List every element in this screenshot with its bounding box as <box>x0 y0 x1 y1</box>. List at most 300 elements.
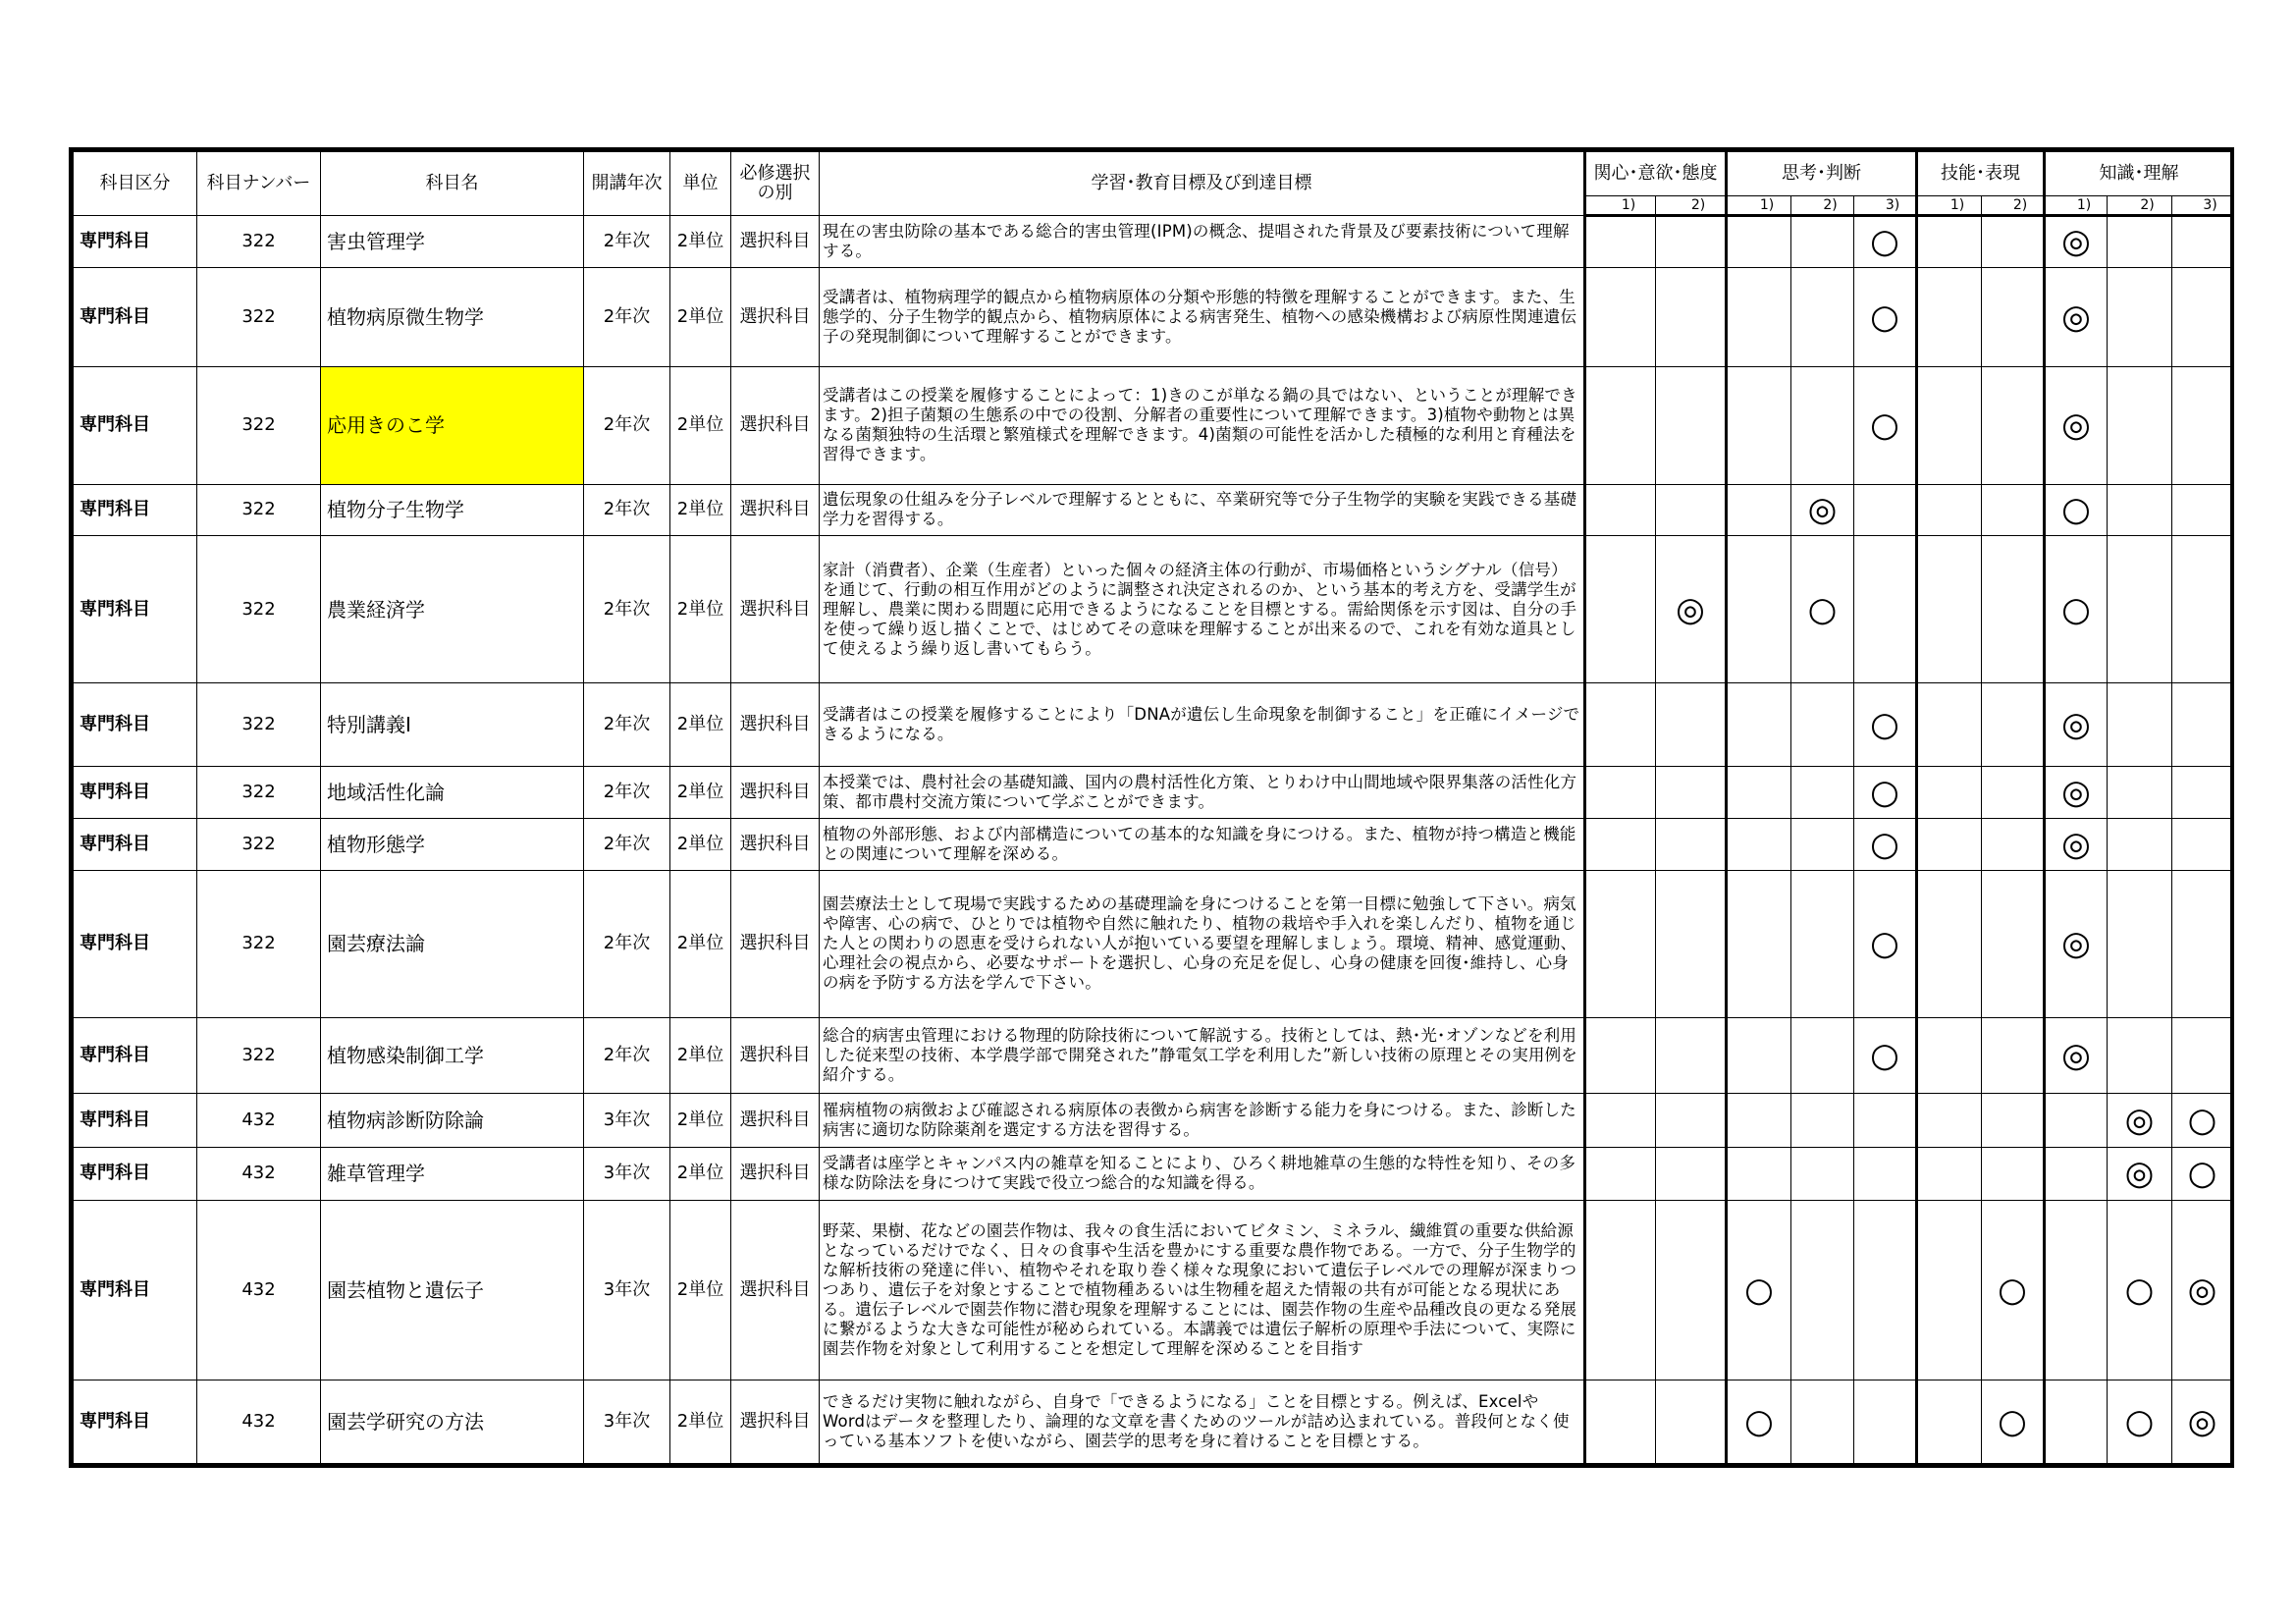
evaluation-mark-cell <box>1854 267 1917 366</box>
double-circle-mark: ◎ <box>2061 705 2091 745</box>
header-required: 必修選択の別 <box>731 152 820 216</box>
table-row <box>74 819 2233 871</box>
category-cell: 専門科目 <box>74 1017 197 1093</box>
category-cell: 専門科目 <box>74 1147 197 1201</box>
evaluation-mark-cell <box>1727 683 1791 767</box>
header-sub: 1) <box>2045 196 2108 216</box>
required-type-cell: 選択科目 <box>731 267 820 366</box>
year-cell: 2年次 <box>584 870 670 1017</box>
evaluation-mark-cell <box>1982 484 2045 536</box>
evaluation-mark-cell <box>2172 536 2233 683</box>
evaluation-mark-cell <box>1585 536 1656 683</box>
evaluation-mark-cell <box>2045 216 2108 268</box>
required-type-cell: 選択科目 <box>731 1201 820 1380</box>
units-cell: 2単位 <box>670 1380 731 1463</box>
course-name-cell: 特別講義Ⅰ <box>321 683 584 767</box>
units-cell: 2単位 <box>670 1017 731 1093</box>
evaluation-mark-cell <box>1585 767 1656 819</box>
units-cell: 2単位 <box>670 1201 731 1380</box>
course-number-cell: 322 <box>197 536 321 683</box>
header-sub: 2) <box>2108 196 2172 216</box>
evaluation-mark-cell <box>1791 767 1854 819</box>
evaluation-mark-cell <box>1656 1147 1727 1201</box>
evaluation-mark-cell <box>1656 216 1727 268</box>
required-type-cell: 選択科目 <box>731 1147 820 1201</box>
units-cell: 2単位 <box>670 870 731 1017</box>
course-name-cell: 害虫管理学 <box>321 216 584 268</box>
units-cell: 2単位 <box>670 484 731 536</box>
required-type-cell: 選択科目 <box>731 367 820 485</box>
double-circle-mark: ◎ <box>2061 1035 2091 1075</box>
table-row <box>74 1201 2233 1380</box>
units-cell: 2単位 <box>670 267 731 366</box>
evaluation-mark-cell <box>1917 367 1982 485</box>
units-cell: 2単位 <box>670 1093 731 1147</box>
evaluation-mark-cell <box>1854 1093 1917 1147</box>
course-number-cell: 322 <box>197 1017 321 1093</box>
year-cell: 2年次 <box>584 367 670 485</box>
goal-description-cell: 受講者は、植物病理学的観点から植物病原体の分類や形態的特徴を理解することができます。また、生態学的、分子生物学的観点から、植物病原体による病害発生、植物への感染機構および病原性関連遺伝子の発現制御について理解することができます。 <box>820 267 1585 366</box>
evaluation-mark-cell <box>2172 683 2233 767</box>
evaluation-mark-cell <box>1656 1017 1727 1093</box>
evaluation-mark-cell <box>1917 1017 1982 1093</box>
circle-mark: ○ <box>1870 222 1899 262</box>
evaluation-mark-cell <box>1854 819 1917 871</box>
evaluation-mark-cell <box>1917 1380 1982 1463</box>
header-sub: 3) <box>1854 196 1917 216</box>
evaluation-mark-cell <box>1982 1093 2045 1147</box>
evaluation-mark-cell <box>1982 1201 2045 1380</box>
evaluation-mark-cell <box>1982 216 2045 268</box>
evaluation-mark-cell <box>2045 536 2108 683</box>
evaluation-mark-cell <box>2172 267 2233 366</box>
category-cell: 専門科目 <box>74 683 197 767</box>
double-circle-mark: ◎ <box>2061 825 2091 865</box>
evaluation-mark-cell <box>1917 267 1982 366</box>
evaluation-mark-cell <box>1727 1093 1791 1147</box>
course-name-cell: 園芸療法論 <box>321 870 584 1017</box>
evaluation-mark-cell <box>1982 367 2045 485</box>
header-units: 単位 <box>670 152 731 216</box>
evaluation-mark-cell <box>1791 267 1854 366</box>
evaluation-mark-cell <box>1854 216 1917 268</box>
course-number-cell: 322 <box>197 870 321 1017</box>
category-cell: 専門科目 <box>74 1380 197 1463</box>
evaluation-mark-cell <box>1982 536 2045 683</box>
evaluation-mark-cell <box>1791 1017 1854 1093</box>
course-number-cell: 322 <box>197 767 321 819</box>
circle-mark: ○ <box>2061 589 2091 629</box>
course-name-cell: 応用きのこ学 <box>321 367 584 485</box>
evaluation-mark-cell <box>2045 1147 2108 1201</box>
year-cell: 2年次 <box>584 216 670 268</box>
header-group-knowledge: 知識･理解 <box>2045 152 2233 196</box>
evaluation-mark-cell <box>1727 267 1791 366</box>
double-circle-mark: ◎ <box>2061 222 2091 262</box>
year-cell: 3年次 <box>584 1093 670 1147</box>
evaluation-mark-cell <box>1791 216 1854 268</box>
goal-description-cell: 受講者はこの授業を履修することによって：1)きのこが単なる鍋の具ではない、ということが理解できます。2)担子菌類の生態系の中での役割、分解者の重要性について理解できます。3)植物や動物とは異なる菌類独特の生活環と繁殖様式を理解できます。4)菌類の可能性を活かした積極的な利用と育種法を習得できます。 <box>820 367 1585 485</box>
category-cell: 専門科目 <box>74 267 197 366</box>
evaluation-mark-cell <box>1585 1093 1656 1147</box>
evaluation-mark-cell <box>1727 1201 1791 1380</box>
circle-mark: ○ <box>2061 490 2091 530</box>
circle-mark: ○ <box>1807 589 1838 629</box>
evaluation-mark-cell <box>1791 1093 1854 1147</box>
year-cell: 2年次 <box>584 536 670 683</box>
evaluation-mark-cell <box>2045 1017 2108 1093</box>
course-number-cell: 322 <box>197 367 321 485</box>
evaluation-mark-cell <box>1791 1201 1854 1380</box>
course-name-cell: 植物病原微生物学 <box>321 267 584 366</box>
year-cell: 3年次 <box>584 1201 670 1380</box>
evaluation-mark-cell <box>1854 367 1917 485</box>
circle-mark: ○ <box>1870 406 1899 446</box>
header-category: 科目区分 <box>74 152 197 216</box>
evaluation-mark-cell <box>1854 1201 1917 1380</box>
required-type-cell: 選択科目 <box>731 1380 820 1463</box>
evaluation-mark-cell <box>2172 367 2233 485</box>
table-row <box>74 767 2233 819</box>
category-cell: 専門科目 <box>74 1093 197 1147</box>
evaluation-mark-cell <box>1656 767 1727 819</box>
evaluation-mark-cell <box>2045 484 2108 536</box>
units-cell: 2単位 <box>670 819 731 871</box>
evaluation-mark-cell <box>2172 1201 2233 1380</box>
circle-mark: ○ <box>2124 1271 2155 1311</box>
required-type-cell: 選択科目 <box>731 1093 820 1147</box>
circle-mark: ○ <box>2124 1401 2155 1441</box>
evaluation-mark-cell <box>1791 870 1854 1017</box>
evaluation-mark-cell <box>1585 1017 1656 1093</box>
evaluation-mark-cell <box>2172 1147 2233 1201</box>
header-year: 開講年次 <box>584 152 670 216</box>
circle-mark: ○ <box>1998 1271 2027 1311</box>
curriculum-table-frame <box>69 147 2234 1468</box>
goal-description-cell: 総合的病害虫管理における物理的防除技術について解説する。技術としては、熱･光･オゾンなどを利用した従来型の技術、本学農学部で開発された”静電気工学を利用した”新しい技術の原理とその実用例を紹介する。 <box>820 1017 1585 1093</box>
evaluation-mark-cell <box>1791 1147 1854 1201</box>
evaluation-mark-cell <box>1585 216 1656 268</box>
header-group-thinking: 思考･判断 <box>1727 152 1917 196</box>
evaluation-mark-cell <box>1854 767 1917 819</box>
course-name-cell: 地域活性化論 <box>321 767 584 819</box>
evaluation-mark-cell <box>1854 870 1917 1017</box>
circle-mark: ○ <box>1998 1401 2027 1441</box>
goal-description-cell: 罹病植物の病徴および確認される病原体の表徴から病害を診断する能力を身につける。また、診断した病害に適切な防除薬剤を選定する方法を習得する。 <box>820 1093 1585 1147</box>
evaluation-mark-cell <box>2045 1093 2108 1147</box>
evaluation-mark-cell <box>1982 767 2045 819</box>
header-sub: 1) <box>1585 196 1656 216</box>
evaluation-mark-cell <box>1727 1380 1791 1463</box>
table-row <box>74 216 2233 268</box>
course-number-cell: 322 <box>197 484 321 536</box>
evaluation-mark-cell <box>1727 484 1791 536</box>
evaluation-mark-cell <box>1917 1093 1982 1147</box>
course-number-cell: 322 <box>197 267 321 366</box>
course-name-cell: 園芸学研究の方法 <box>321 1380 584 1463</box>
course-number-cell: 432 <box>197 1201 321 1380</box>
goal-description-cell: 野菜、果樹、花などの園芸作物は、我々の食生活においてビタミン、ミネラル、繊維質の重要な供給源となっているだけでなく、日々の食事や生活を豊かにする重要な農作物である。一方で、分子生物学的な解析技術の発達に伴い、植物やそれを取り巻く様々な現象において遺伝子レベルでの理解が深まりつつあり、遺伝子を対象とすることで植物種あるいは生物種を超えた情報の共有が可能となる現状にある。遺伝子レベルで園芸作物に潜む現象を理解することには、園芸作物の生産や品種改良の更なる発展に繋がるような大きな可能性が秘められている。本講義では遺伝子解析の原理や手法について、実際に園芸作物を対象として利用することを想定して理解を深めることを目指す <box>820 1201 1585 1380</box>
category-cell: 専門科目 <box>74 484 197 536</box>
evaluation-mark-cell <box>1791 683 1854 767</box>
double-circle-mark: ◎ <box>2187 1401 2217 1441</box>
double-circle-mark: ◎ <box>2061 297 2091 337</box>
course-number-cell: 322 <box>197 683 321 767</box>
evaluation-mark-cell <box>2045 819 2108 871</box>
evaluation-mark-cell <box>1585 267 1656 366</box>
evaluation-mark-cell <box>1982 1380 2045 1463</box>
circle-mark: ○ <box>1744 1271 1774 1311</box>
goal-description-cell: 植物の外部形態、および内部構造についての基本的な知識を身につける。また、植物が持つ構造と機能との関連について理解を深める。 <box>820 819 1585 871</box>
evaluation-mark-cell <box>2108 484 2172 536</box>
table-row <box>74 870 2233 1017</box>
evaluation-mark-cell <box>1854 1147 1917 1201</box>
evaluation-mark-cell <box>1656 1201 1727 1380</box>
evaluation-mark-cell <box>1791 484 1854 536</box>
circle-mark: ○ <box>1870 297 1899 337</box>
evaluation-mark-cell <box>1656 870 1727 1017</box>
evaluation-mark-cell <box>2108 267 2172 366</box>
evaluation-mark-cell <box>1854 683 1917 767</box>
evaluation-mark-cell <box>2045 367 2108 485</box>
circle-mark: ○ <box>1744 1401 1774 1441</box>
header-sub: 1) <box>1917 196 1982 216</box>
evaluation-mark-cell <box>1585 1380 1656 1463</box>
evaluation-mark-cell <box>1727 819 1791 871</box>
evaluation-mark-cell <box>1585 1201 1656 1380</box>
evaluation-mark-cell <box>1982 683 2045 767</box>
year-cell: 2年次 <box>584 1017 670 1093</box>
category-cell: 専門科目 <box>74 536 197 683</box>
evaluation-mark-cell <box>1656 1093 1727 1147</box>
evaluation-mark-cell <box>1727 1147 1791 1201</box>
double-circle-mark: ◎ <box>2124 1100 2155 1140</box>
evaluation-mark-cell <box>1791 1380 1854 1463</box>
evaluation-mark-cell <box>2172 1093 2233 1147</box>
evaluation-mark-cell <box>2108 1147 2172 1201</box>
evaluation-mark-cell <box>1585 870 1656 1017</box>
evaluation-mark-cell <box>1917 870 1982 1017</box>
circle-mark: ○ <box>1870 773 1899 813</box>
course-name-cell: 植物分子生物学 <box>321 484 584 536</box>
evaluation-mark-cell <box>1656 267 1727 366</box>
evaluation-mark-cell <box>1727 1017 1791 1093</box>
evaluation-mark-cell <box>1656 1380 1727 1463</box>
evaluation-mark-cell <box>2045 767 2108 819</box>
evaluation-mark-cell <box>1791 367 1854 485</box>
evaluation-mark-cell <box>1917 1201 1982 1380</box>
required-type-cell: 選択科目 <box>731 216 820 268</box>
evaluation-mark-cell <box>2108 1093 2172 1147</box>
evaluation-mark-cell <box>2045 1380 2108 1463</box>
required-type-cell: 選択科目 <box>731 767 820 819</box>
curriculum-table <box>73 151 2233 1464</box>
required-type-cell: 選択科目 <box>731 484 820 536</box>
required-type-cell: 選択科目 <box>731 536 820 683</box>
evaluation-mark-cell <box>2108 367 2172 485</box>
evaluation-mark-cell <box>2045 683 2108 767</box>
evaluation-mark-cell <box>1854 1380 1917 1463</box>
table-row <box>74 1017 2233 1093</box>
units-cell: 2単位 <box>670 683 731 767</box>
goal-description-cell: 家計（消費者）、企業（生産者）といった個々の経済主体の行動が、市場価格というシグナル（信号）を通じて、行動の相互作用がどのように調整され決定されるのか、という基本的考え方を、受講学生が理解し、農業に関わる問題に応用できるようになることを目標とする。需給関係を示す図は、自分の手を使って繰り返し描くことで、はじめてその意味を理解することが出来るので、これを有効な道具として使えるよう繰り返し書いてもらう。 <box>820 536 1585 683</box>
units-cell: 2単位 <box>670 767 731 819</box>
evaluation-mark-cell <box>2108 870 2172 1017</box>
evaluation-mark-cell <box>1917 1147 1982 1201</box>
evaluation-mark-cell <box>1656 819 1727 871</box>
circle-mark: ○ <box>1870 825 1899 865</box>
course-name-cell: 植物感染制御工学 <box>321 1017 584 1093</box>
year-cell: 2年次 <box>584 484 670 536</box>
table-row <box>74 267 2233 366</box>
evaluation-mark-cell <box>1727 870 1791 1017</box>
course-number-cell: 432 <box>197 1380 321 1463</box>
year-cell: 2年次 <box>584 683 670 767</box>
goal-description-cell: できるだけ実物に触れながら、自身で「できるようになる」ことを目標とする。例えば、ExcelやWordはデータを整理したり、論理的な文章を書くためのツールが詰め込まれている。普段何となく使っている基本ソフトを使いながら、園芸学的思考を身に着けることを目標とする。 <box>820 1380 1585 1463</box>
course-name-cell: 植物病診断防除論 <box>321 1093 584 1147</box>
header-course-name: 科目名 <box>321 152 584 216</box>
evaluation-mark-cell <box>2172 216 2233 268</box>
header-sub: 2) <box>1982 196 2045 216</box>
units-cell: 2単位 <box>670 536 731 683</box>
evaluation-mark-cell <box>1585 819 1656 871</box>
double-circle-mark: ◎ <box>2061 924 2091 964</box>
evaluation-mark-cell <box>2045 1201 2108 1380</box>
circle-mark: ○ <box>2187 1100 2217 1140</box>
evaluation-mark-cell <box>1917 683 1982 767</box>
evaluation-mark-cell <box>2108 1017 2172 1093</box>
units-cell: 2単位 <box>670 216 731 268</box>
double-circle-mark: ◎ <box>2187 1271 2217 1311</box>
header-sub: 1) <box>1727 196 1791 216</box>
evaluation-mark-cell <box>2045 870 2108 1017</box>
evaluation-mark-cell <box>1917 819 1982 871</box>
evaluation-mark-cell <box>2172 819 2233 871</box>
evaluation-mark-cell <box>1982 1017 2045 1093</box>
required-type-cell: 選択科目 <box>731 683 820 767</box>
evaluation-mark-cell <box>1727 767 1791 819</box>
required-type-cell: 選択科目 <box>731 870 820 1017</box>
evaluation-mark-cell <box>1982 1147 2045 1201</box>
category-cell: 専門科目 <box>74 1201 197 1380</box>
evaluation-mark-cell <box>1791 819 1854 871</box>
required-type-cell: 選択科目 <box>731 1017 820 1093</box>
header-goals: 学習･教育目標及び到達目標 <box>820 152 1585 216</box>
evaluation-mark-cell <box>2172 1380 2233 1463</box>
evaluation-mark-cell <box>1917 536 1982 683</box>
evaluation-mark-cell <box>2108 1380 2172 1463</box>
evaluation-mark-cell <box>1585 683 1656 767</box>
evaluation-mark-cell <box>1917 216 1982 268</box>
evaluation-mark-cell <box>1727 367 1791 485</box>
double-circle-mark: ◎ <box>2061 773 2091 813</box>
evaluation-mark-cell <box>1982 870 2045 1017</box>
category-cell: 専門科目 <box>74 767 197 819</box>
double-circle-mark: ◎ <box>2124 1154 2155 1194</box>
evaluation-mark-cell <box>1656 683 1727 767</box>
evaluation-mark-cell <box>1727 216 1791 268</box>
course-number-cell: 432 <box>197 1147 321 1201</box>
course-name-cell: 雑草管理学 <box>321 1147 584 1201</box>
evaluation-mark-cell <box>1585 367 1656 485</box>
table-row <box>74 1093 2233 1147</box>
evaluation-mark-cell <box>2108 1201 2172 1380</box>
evaluation-mark-cell <box>1982 267 2045 366</box>
evaluation-mark-cell <box>1917 767 1982 819</box>
header-sub: 2) <box>1656 196 1727 216</box>
evaluation-mark-cell <box>1656 536 1727 683</box>
evaluation-mark-cell <box>1917 484 1982 536</box>
category-cell: 専門科目 <box>74 870 197 1017</box>
circle-mark: ○ <box>1870 705 1899 745</box>
course-number-cell: 322 <box>197 216 321 268</box>
table-row <box>74 536 2233 683</box>
evaluation-mark-cell <box>1656 484 1727 536</box>
evaluation-mark-cell <box>2108 536 2172 683</box>
circle-mark: ○ <box>2187 1154 2217 1194</box>
course-name-cell: 園芸植物と遺伝子 <box>321 1201 584 1380</box>
year-cell: 2年次 <box>584 267 670 366</box>
evaluation-mark-cell <box>1585 1147 1656 1201</box>
evaluation-mark-cell <box>2108 216 2172 268</box>
course-name-cell: 植物形態学 <box>321 819 584 871</box>
table-row <box>74 683 2233 767</box>
evaluation-mark-cell <box>2172 484 2233 536</box>
evaluation-mark-cell <box>1854 1017 1917 1093</box>
table-row <box>74 367 2233 485</box>
evaluation-mark-cell <box>2172 767 2233 819</box>
table-body <box>74 216 2233 1464</box>
double-circle-mark: ◎ <box>1676 589 1705 629</box>
goal-description-cell: 本授業では、農村社会の基礎知識、国内の農村活性化方策、とりわけ中山間地域や限界集落の活性化方策、都市農村交流方策について学ぶことができます。 <box>820 767 1585 819</box>
goal-description-cell: 遺伝現象の仕組みを分子レベルで理解するとともに、卒業研究等で分子生物学的実験を実践できる基礎学力を習得する。 <box>820 484 1585 536</box>
evaluation-mark-cell <box>1727 536 1791 683</box>
goal-description-cell: 受講者はこの授業を履修することにより「DNAが遺伝し生命現象を制御すること」を正確にイメージできるようになる。 <box>820 683 1585 767</box>
category-cell: 専門科目 <box>74 819 197 871</box>
year-cell: 3年次 <box>584 1147 670 1201</box>
course-name-cell: 農業経済学 <box>321 536 584 683</box>
evaluation-mark-cell <box>1854 536 1917 683</box>
double-circle-mark: ◎ <box>1807 490 1838 530</box>
evaluation-mark-cell <box>1791 536 1854 683</box>
table-row <box>74 1380 2233 1463</box>
header-sub: 3) <box>2172 196 2233 216</box>
evaluation-mark-cell <box>1854 484 1917 536</box>
circle-mark: ○ <box>1870 924 1899 964</box>
header-group-interest: 関心･意欲･態度 <box>1585 152 1727 196</box>
circle-mark: ○ <box>1870 1035 1899 1075</box>
goal-description-cell: 現在の害虫防除の基本である総合的害虫管理(IPM)の概念、提唱された背景及び要素技術について理解する。 <box>820 216 1585 268</box>
goal-description-cell: 受講者は座学とキャンパス内の雑草を知ることにより、ひろく耕地雑草の生態的な特性を知り、その多様な防除法を身につけて実践で役立つ総合的な知識を得る。 <box>820 1147 1585 1201</box>
year-cell: 3年次 <box>584 1380 670 1463</box>
table-row <box>74 1147 2233 1201</box>
evaluation-mark-cell <box>2172 1017 2233 1093</box>
year-cell: 2年次 <box>584 819 670 871</box>
evaluation-mark-cell <box>1585 484 1656 536</box>
header-group-skill: 技能･表現 <box>1917 152 2045 196</box>
table-row <box>74 484 2233 536</box>
evaluation-mark-cell <box>1982 819 2045 871</box>
units-cell: 2単位 <box>670 367 731 485</box>
evaluation-mark-cell <box>1656 367 1727 485</box>
evaluation-mark-cell <box>2108 767 2172 819</box>
course-number-cell: 322 <box>197 819 321 871</box>
units-cell: 2単位 <box>670 1147 731 1201</box>
evaluation-mark-cell <box>2045 267 2108 366</box>
course-number-cell: 432 <box>197 1093 321 1147</box>
evaluation-mark-cell <box>2108 819 2172 871</box>
evaluation-mark-cell <box>2172 870 2233 1017</box>
